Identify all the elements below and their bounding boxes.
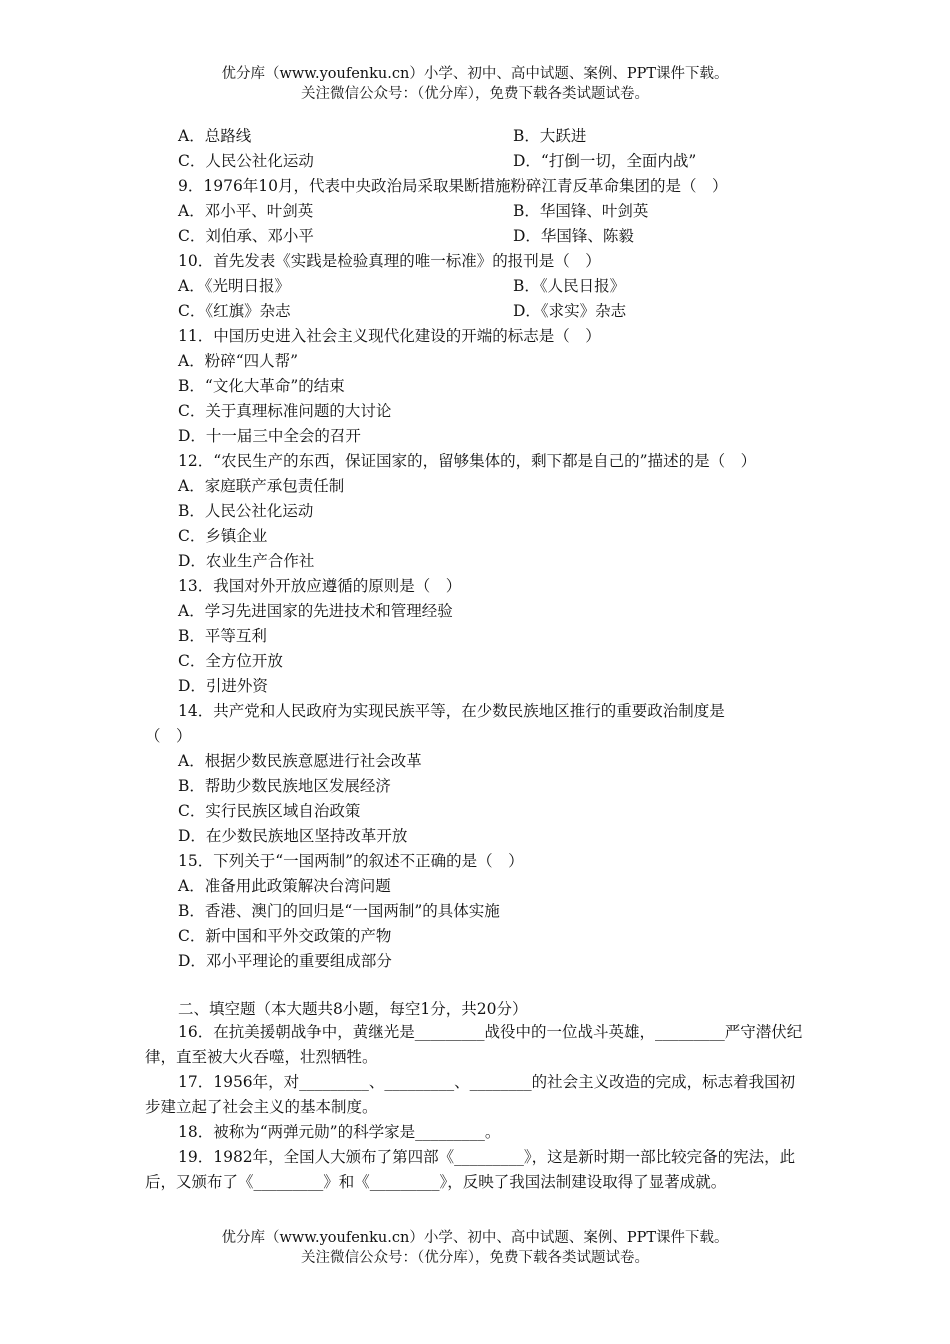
q13-option-d: D．引进外资 [178, 677, 268, 695]
q9-option-a: A．邓小平、叶剑英 [178, 202, 314, 220]
q11-stem: 11．中国历史进入社会主义现代化建设的开端的标志是（ ） [178, 327, 601, 345]
q14-option-c: C．实行民族区域自治政策 [178, 802, 361, 820]
q10-stem: 10．首先发表《实践是检验真理的唯一标准》的报刊是（ ） [178, 252, 601, 270]
q16-text: 16．在抗美援朝战争中，黄继光是_________战役中的一位战斗英雄，_________严守潜伏纪律，直至被大火吞噬，壮烈牺牲。 [145, 1023, 803, 1066]
q8-option-b: B．大跃进 [513, 127, 587, 145]
q13-option-a: A．学习先进国家的先进技术和管理经验 [178, 602, 453, 620]
q14-option-b: B．帮助少数民族地区发展经济 [178, 777, 391, 795]
q10-option-c: C．《红旗》杂志 [178, 302, 291, 320]
q11-option-a: A．粉碎“四人帮” [178, 352, 299, 370]
q18-text: 18．被称为“两弹元勋”的科学家是_________。 [178, 1123, 501, 1141]
section-2-title: 二、填空题（本大题共8小题，每空1分，共20分） [178, 1000, 528, 1018]
q13-option-c: C．全方位开放 [178, 652, 283, 670]
q9-stem: 9．1976年10月，代表中央政治局采取果断措施粉碎江青反革命集团的是（ ） [178, 177, 728, 195]
header-line-2: 关注微信公众号：（优分库），免费下载各类试题试卷。 [301, 86, 649, 102]
q11-option-c: C．关于真理标准问题的大讨论 [178, 402, 392, 420]
q8-option-a: A．总路线 [178, 127, 252, 145]
q12-option-d: D．农业生产合作社 [178, 552, 315, 570]
footer-line-2: 关注微信公众号：（优分库），免费下载各类试题试卷。 [301, 1250, 649, 1266]
q14-stem-line-1: 14．共产党和人民政府为实现民族平等，在少数民族地区推行的重要政治制度是 [178, 702, 725, 720]
q14-option-d: D．在少数民族地区坚持改革开放 [178, 827, 408, 845]
q12-option-c: C．乡镇企业 [178, 527, 268, 545]
q10-option-b: B．《人民日报》 [513, 277, 626, 295]
q14-stem-line-2: （ ） [145, 727, 192, 745]
q19-text: 19．1982年，全国人大颁布了第四部《_________》，这是新时期一部比较完备的宪法，此后，又颁布了《_________》和《_________》，反映了我国法制建设取得了显著成就。 [145, 1148, 796, 1191]
q15-option-c: C．新中国和平外交政策的产物 [178, 927, 392, 945]
header-line-1: 优分库（www.youfenku.cn）小学、初中、高中试题、案例、PPT课件下载。 [221, 66, 729, 82]
q15-option-a: A．准备用此政策解决台湾问题 [178, 877, 391, 895]
q12-option-b: B．人民公社化运动 [178, 502, 314, 520]
q10-option-d: D．《求实》杂志 [513, 302, 627, 320]
q11-option-d: D．十一届三中全会的召开 [178, 427, 361, 445]
q14-option-a: A．根据少数民族意愿进行社会改革 [178, 752, 422, 770]
q12-stem: 12．“农民生产的东西，保证国家的，留够集体的，剩下都是自己的”描述的是（ ） [178, 452, 757, 470]
q8-option-d: D．“打倒一切，全面内战” [513, 152, 697, 170]
q10-option-a: A．《光明日报》 [178, 277, 290, 295]
q13-option-b: B．平等互利 [178, 627, 267, 645]
q15-option-b: B．香港、澳门的回归是“一国两制”的具体实施 [178, 902, 500, 920]
q11-option-b: B．“文化大革命”的结束 [178, 377, 345, 395]
q9-option-c: C．刘伯承、邓小平 [178, 227, 314, 245]
footer-line-1: 优分库（www.youfenku.cn）小学、初中、高中试题、案例、PPT课件下载。 [221, 1230, 729, 1246]
q9-option-d: D．华国锋、陈毅 [513, 227, 634, 245]
q13-stem: 13．我国对外开放应遵循的原则是（ ） [178, 577, 462, 595]
q8-option-c: C．人民公社化运动 [178, 152, 314, 170]
q17-text: 17．1956年，对_________、_________、________的社会主义改造的完成，标志着我国初步建立起了社会主义的基本制度。 [145, 1073, 796, 1116]
q12-option-a: A．家庭联产承包责任制 [178, 477, 345, 495]
q9-option-b: B．华国锋、叶剑英 [513, 202, 649, 220]
q15-option-d: D．邓小平理论的重要组成部分 [178, 952, 392, 970]
q15-stem: 15．下列关于“一国两制”的叙述不正确的是（ ） [178, 852, 524, 870]
